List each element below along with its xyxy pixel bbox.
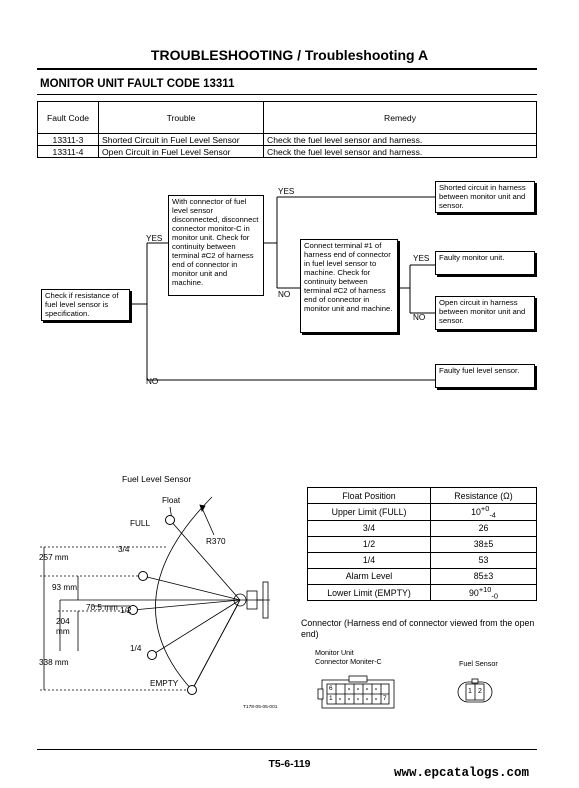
watermark: www.epcatalogs.com <box>393 766 529 780</box>
flow-yes-label: YES <box>146 234 163 243</box>
resistance-cell: 38±5 <box>431 536 537 552</box>
dim-257-label: 257 mm <box>39 553 69 562</box>
flow-result-monitor-box: Faulty monitor unit. <box>435 251 535 275</box>
resistance-cell: $10^{+0}_{-4}$ <box>431 504 537 521</box>
trouble-cell: Open Circuit in Fuel Level Sensor <box>99 146 264 158</box>
radius-label: R370 <box>206 537 226 546</box>
resistance-cell: $90^{+10}_{-0}$ <box>431 584 537 601</box>
empty-label: EMPTY <box>150 679 179 688</box>
sensor-pin-1: 1 <box>468 688 472 695</box>
three-quarter-label: 3/4 <box>118 545 130 554</box>
monitor-connector-subtitle: Connector Moniter-C <box>315 657 382 666</box>
sensor-pin-2: 2 <box>478 688 482 695</box>
col-header-float-position: Float Position <box>308 488 431 504</box>
col-header-fault-code: Fault Code <box>38 102 99 134</box>
remedy-cell: Check the fuel level sensor and harness. <box>264 134 537 146</box>
flow-yes-label: YES <box>413 254 430 263</box>
float-position-cell: Upper Limit (FULL) <box>308 504 431 521</box>
dim-70-label: 70.5 mm <box>86 603 118 612</box>
col-header-remedy: Remedy <box>264 102 537 134</box>
flow-no-label: NO <box>278 290 291 299</box>
remedy-cell: Check the fuel level sensor and harness. <box>264 146 537 158</box>
sensor-diagram-title: Fuel Level Sensor <box>122 474 192 484</box>
col-header-trouble: Trouble <box>99 102 264 134</box>
flow-yes-label: YES <box>278 187 295 196</box>
dim-93-label: 93 mm <box>52 583 78 592</box>
fault-code-cell: 13311-4 <box>38 146 99 158</box>
float-position-cell: 1/2 <box>308 536 431 552</box>
float-position-cell: 3/4 <box>308 520 431 536</box>
flow-check1-box: With connector of fuel level sensor disconnected, disconnect connector monitor-C in monitor unit. Check for continuity between terminal #C2 of harness end of connector in monitor unit and machine. <box>168 195 264 296</box>
figure-ref-label: T178-05-05-001 <box>243 705 278 710</box>
resistance-cell: 85±3 <box>431 568 537 584</box>
monitor-connector-title: Monitor Unit <box>315 648 354 657</box>
section-title: MONITOR UNIT FAULT CODE 13311 <box>40 78 235 90</box>
connector-caption: Connector (Harness end of connector viewed from the open end) <box>301 618 535 639</box>
flow-result-open-box: Open circuit in harness between monitor unit and sensor. <box>435 296 535 330</box>
page-title: TROUBLESHOOTING / Troubleshooting A <box>150 47 429 63</box>
col-header-resistance: Resistance (Ω) <box>431 488 537 504</box>
connector-pin-7: 7 <box>383 695 387 702</box>
flow-no-label: NO <box>146 377 159 386</box>
flow-check2-box: Connect terminal #1 of harness end of connector in fuel level sensor to machine. Check for continuity between terminal #C2 of harness end of connector in monitor unit and machine. <box>300 239 398 333</box>
float-position-cell: Lower Limit (EMPTY) <box>308 584 431 601</box>
float-position-cell: Alarm Level <box>308 568 431 584</box>
fuel-sensor-connector-title: Fuel Sensor <box>459 659 498 668</box>
quarter-label: 1/4 <box>130 644 142 653</box>
trouble-cell: Shorted Circuit in Fuel Level Sensor <box>99 134 264 146</box>
fault-code-cell: 13311-3 <box>38 134 99 146</box>
full-label: FULL <box>130 519 151 528</box>
dim-204-label: 204 <box>56 617 70 626</box>
flow-start-box: Check if resistance of fuel level sensor is specification. <box>41 289 130 321</box>
resistance-cell: 53 <box>431 552 537 568</box>
dim-338-label: 338 mm <box>39 658 69 667</box>
flow-no-label: NO <box>413 313 426 322</box>
page-number: T5-6-119 <box>268 758 311 770</box>
flow-result-short-box: Shorted circuit in harness between monitor unit and sensor. <box>435 181 535 213</box>
connector-pin-1: 1 <box>329 695 333 702</box>
half-label: 1/2 <box>120 606 132 615</box>
resistance-cell: 26 <box>431 520 537 536</box>
dim-204-unit-label: mm <box>56 627 70 636</box>
float-position-cell: 1/4 <box>308 552 431 568</box>
flow-result-sensor-box: Faulty fuel level sensor. <box>435 364 535 388</box>
footer-rule <box>37 749 537 750</box>
connector-pin-6: 6 <box>329 685 333 692</box>
float-label: Float <box>162 496 181 505</box>
